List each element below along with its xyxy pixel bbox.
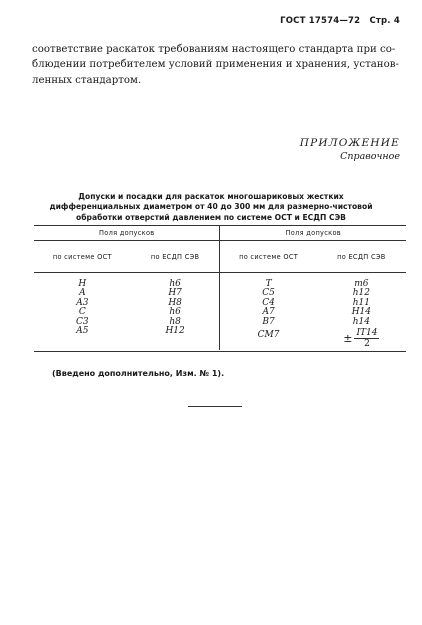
- tolerance-cell: H7: [168, 288, 182, 299]
- column-header-esdp-left: по ЕСДП СЭВ: [131, 241, 220, 273]
- tolerance-fraction: [343, 329, 379, 349]
- body-paragraph: соответствие раскаток требованиям настоящего стандарта при со- блюдении потребителем условий применения и хранения, установ- ленных стандартом.: [32, 44, 399, 86]
- plus-minus-sign: ±: [343, 332, 353, 346]
- tolerance-cell: B7: [262, 316, 275, 327]
- page-header: [280, 16, 400, 26]
- tolerance-cell: A: [79, 288, 86, 299]
- tolerance-cell: C5: [262, 288, 275, 299]
- fraction-denominator: 2: [364, 338, 370, 349]
- tolerance-cell: h11: [352, 297, 370, 308]
- tolerance-cell: H: [78, 279, 87, 289]
- column-header-ost-right: по системе ОСТ: [220, 241, 317, 273]
- tolerance-cell: T: [265, 279, 272, 289]
- tolerance-cell: A3: [76, 297, 89, 308]
- tolerance-cell: CM7: [257, 329, 280, 340]
- table-title: Допуски и посадки для раскаток многошариковых жестких дифференциальных диаметром от 40 до 300 мм для размерно-чистовой обработки отверстий давлением по системе ОСТ и ЕСДП СЭВ: [49, 192, 373, 222]
- tolerance-fraction-cell: [318, 329, 405, 349]
- tolerance-cell: C4: [262, 297, 275, 308]
- amendment-note: (Введено дополнительно, Изм. № 1).: [52, 369, 225, 378]
- tolerance-cell: h8: [169, 316, 181, 327]
- tolerance-cell: h6: [169, 307, 181, 318]
- column-header-ost-left: по системе ОСТ: [34, 241, 131, 273]
- tolerance-cell: A5: [76, 325, 89, 336]
- tolerance-table: [34, 225, 406, 350]
- right-ost-column: [220, 273, 317, 350]
- tolerance-cell: H14: [351, 307, 371, 318]
- tolerance-cell: C: [78, 307, 86, 318]
- appendix-title: ПРИЛОЖЕНИЕ: [299, 137, 400, 149]
- appendix-subtitle: Справочное: [340, 151, 400, 162]
- standard-number: ГОСТ 17574—72: [280, 16, 361, 26]
- closing-rule: [188, 406, 242, 407]
- tolerance-cell: h14: [352, 316, 370, 327]
- table-bottom-rule: [34, 351, 406, 352]
- tolerance-cell: C3: [76, 316, 89, 327]
- left-ost-column: [34, 273, 131, 350]
- fraction-numerator: IT14: [356, 327, 378, 338]
- tolerance-cell: h6: [169, 279, 181, 289]
- tolerance-cell: m6: [354, 279, 369, 289]
- appendix-block: [300, 137, 400, 162]
- right-esdp-column: [317, 273, 406, 350]
- left-esdp-column: [131, 273, 220, 350]
- tolerance-cell: h12: [352, 288, 370, 299]
- page-number: Стр. 4: [369, 16, 400, 26]
- tolerance-cell: H8: [168, 297, 182, 308]
- group-header-right: Поля допусков: [220, 226, 406, 241]
- tolerance-cell: A7: [262, 307, 275, 318]
- column-header-esdp-right: по ЕСДП СЭВ: [317, 241, 406, 273]
- group-header-left: Поля допусков: [34, 226, 220, 241]
- tolerance-cell: H12: [165, 325, 185, 336]
